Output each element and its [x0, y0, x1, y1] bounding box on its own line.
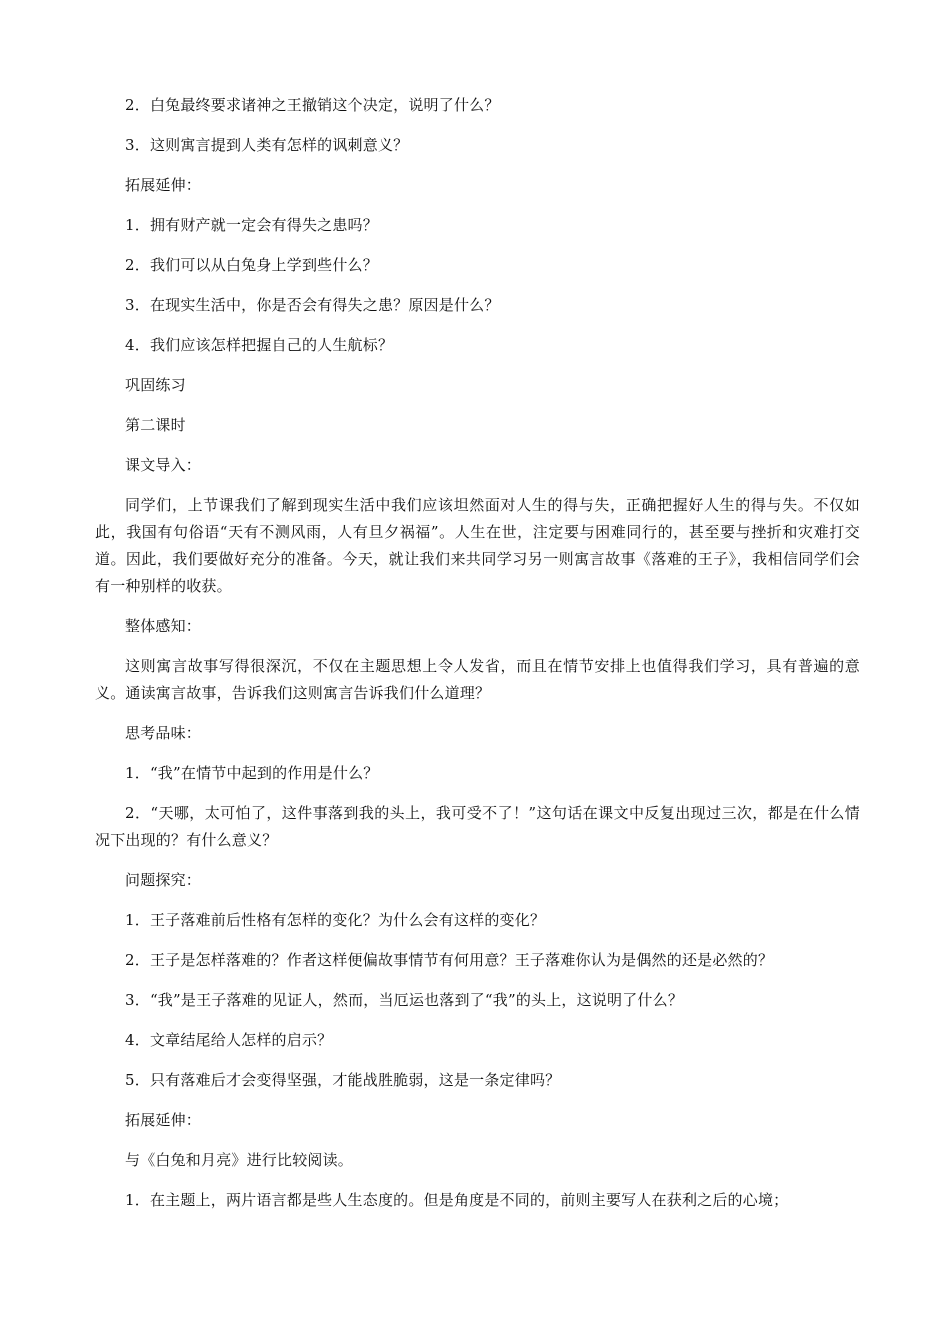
section-heading-overall-perception: 整体感知： — [125, 617, 202, 635]
extension-question-1: 1．拥有财产就一定会有得失之患吗？ — [125, 216, 378, 234]
section-heading-practice: 巩固练习 — [125, 376, 186, 394]
inquiry-question-3: 3．“我”是王子落难的见证人，然而，当厄运也落到了“我”的头上，这说明了什么？ — [125, 991, 684, 1009]
section-heading-extension-1: 拓展延伸： — [125, 176, 202, 194]
overall-perception-paragraph: 这则寓言故事写得很深沉，不仅在主题思想上令人发省，而且在情节安排上也值得我们学习，具有普遍的意义。通读寓言故事，告诉我们这则寓言告诉我们什么道理？ — [95, 657, 860, 702]
extension-question-3: 3．在现实生活中，你是否会有得失之患？原因是什么？ — [125, 296, 500, 314]
inquiry-question-5: 5．只有落难后才会变得坚强，才能战胜脆弱，这是一条定律吗？ — [125, 1071, 561, 1089]
comparison-point-1: 1．在主题上，两片语言都是些人生态度的。但是角度是不同的，前则主要写人在获利之后的心境； — [125, 1191, 789, 1209]
introduction-paragraph: 同学们，上节课我们了解到现实生活中我们应该坦然面对人生的得与失，正确把握好人生的得与失。不仅如此，我国有句俗语“天有不测风雨，人有旦夕祸福”。人生在世，注定要与困难同行的，甚至要与挫折和灾难打交道。因此，我们要做好充分的准备。今天，就让我们来共同学习另一则寓言故事《落难的王子》，我相信同学们会有一种别样的收获。 — [95, 496, 860, 595]
question-irony-meaning: 3．这则寓言提到人类有怎样的讽刺意义？ — [125, 136, 409, 154]
document-body — [95, 92, 860, 1227]
reflection-question-2: 2．“天哪，太可怕了，这件事落到我的头上，我可受不了！”这句话在课文中反复出现过三次，都是在什么情况下出现的？有什么意义？ — [95, 804, 860, 849]
extension-question-4: 4．我们应该怎样把握自己的人生航标？ — [125, 336, 394, 354]
comparison-reading-intro: 与《白兔和月亮》进行比较阅读。 — [125, 1151, 354, 1169]
inquiry-question-4: 4．文章结尾给人怎样的启示？ — [125, 1031, 333, 1049]
section-heading-introduction: 课文导入： — [125, 456, 202, 474]
inquiry-question-2: 2．王子是怎样落难的？作者这样便偏故事情节有何用意？王子落难你认为是偶然的还是必然的？ — [125, 951, 774, 969]
question-white-rabbit-revoke: 2．白兔最终要求诸神之王撤销这个决定，说明了什么？ — [125, 96, 500, 114]
extension-question-2: 2．我们可以从白兔身上学到些什么？ — [125, 256, 378, 274]
reflection-question-1: 1．“我”在情节中起到的作用是什么？ — [125, 764, 379, 782]
section-heading-reflection: 思考品味： — [125, 724, 202, 742]
section-heading-second-lesson: 第二课时 — [125, 416, 186, 434]
inquiry-question-1: 1．王子落难前后性格有怎样的变化？为什么会有这样的变化？ — [125, 911, 546, 929]
section-heading-extension-2: 拓展延伸： — [125, 1111, 202, 1129]
section-heading-inquiry: 问题探究： — [125, 871, 202, 889]
